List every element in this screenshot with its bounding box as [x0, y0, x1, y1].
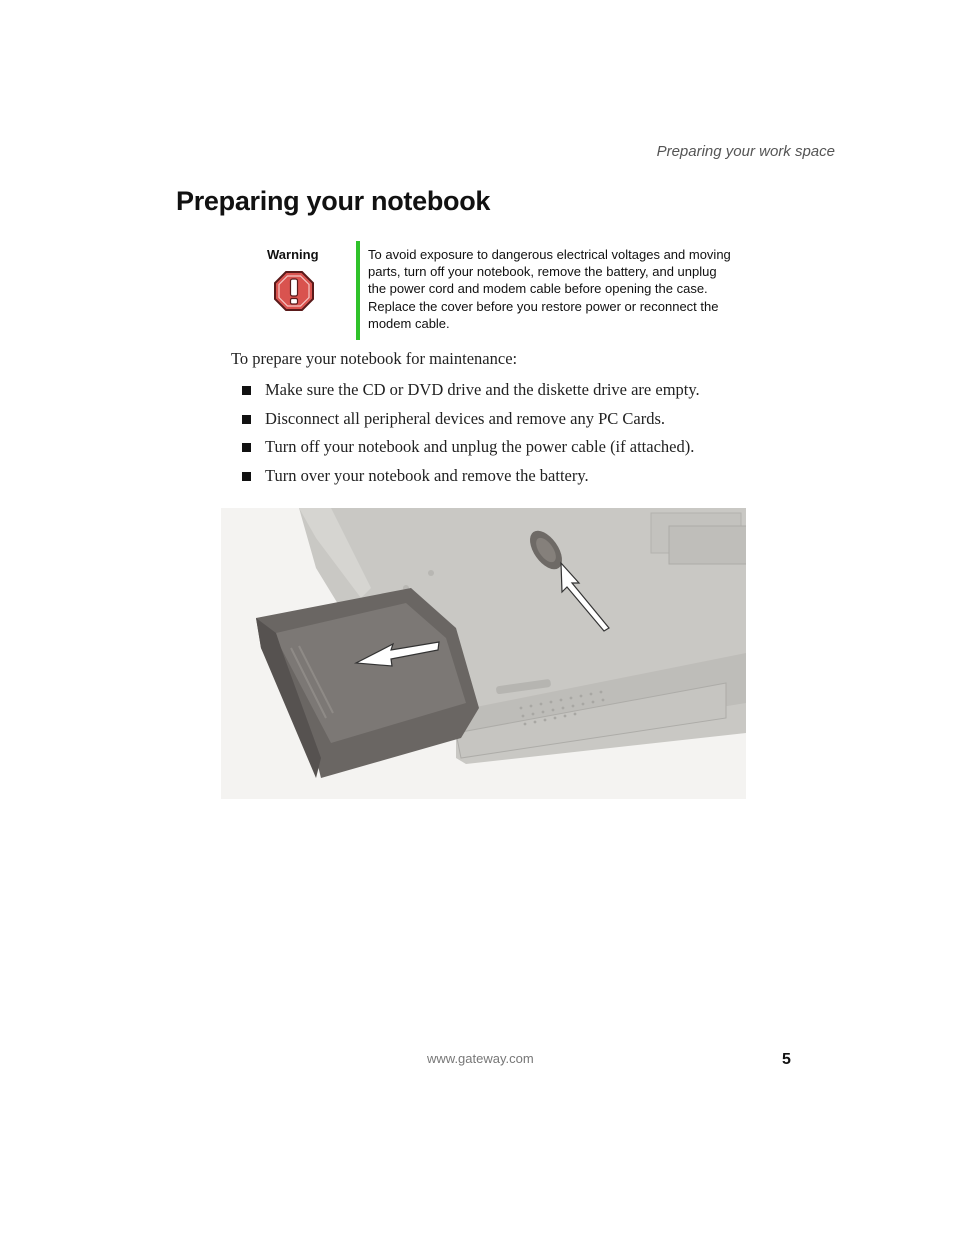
running-head: Preparing your work space	[656, 143, 835, 160]
square-bullet-icon	[242, 472, 251, 481]
warning-text: To avoid exposure to dangerous electrical voltages and moving parts, turn off your notebook, remove the battery, and unplug the power cord and modem cable before opening the case. Replace the cover before you restore power or reconnect the modem cable.	[368, 247, 731, 331]
square-bullet-icon	[242, 386, 251, 395]
warning-divider-bar	[356, 241, 360, 340]
square-bullet-icon	[242, 415, 251, 424]
step-text: Turn off your notebook and unplug the power cable (if attached).	[265, 437, 695, 456]
list-item	[241, 380, 700, 409]
step-text: Make sure the CD or DVD drive and the diskette drive are empty.	[265, 380, 700, 399]
step-text: Disconnect all peripheral devices and remove any PC Cards.	[265, 408, 665, 428]
steps-list	[241, 380, 700, 494]
battery-removal-photo	[221, 508, 746, 799]
page-title: Preparing your notebook	[176, 186, 491, 216]
list-item	[241, 409, 700, 438]
step-text: Turn over your notebook and remove the battery.	[265, 465, 589, 485]
warning-label: Warning	[267, 247, 319, 262]
square-bullet-icon	[242, 443, 251, 452]
list-item	[241, 437, 700, 466]
intro-text: To prepare your notebook for maintenance:	[231, 349, 518, 368]
page-number: 5	[782, 1051, 791, 1068]
warning-octagon-icon	[273, 270, 315, 312]
footer-url: www.gateway.com	[427, 1051, 534, 1066]
list-item	[241, 466, 700, 495]
